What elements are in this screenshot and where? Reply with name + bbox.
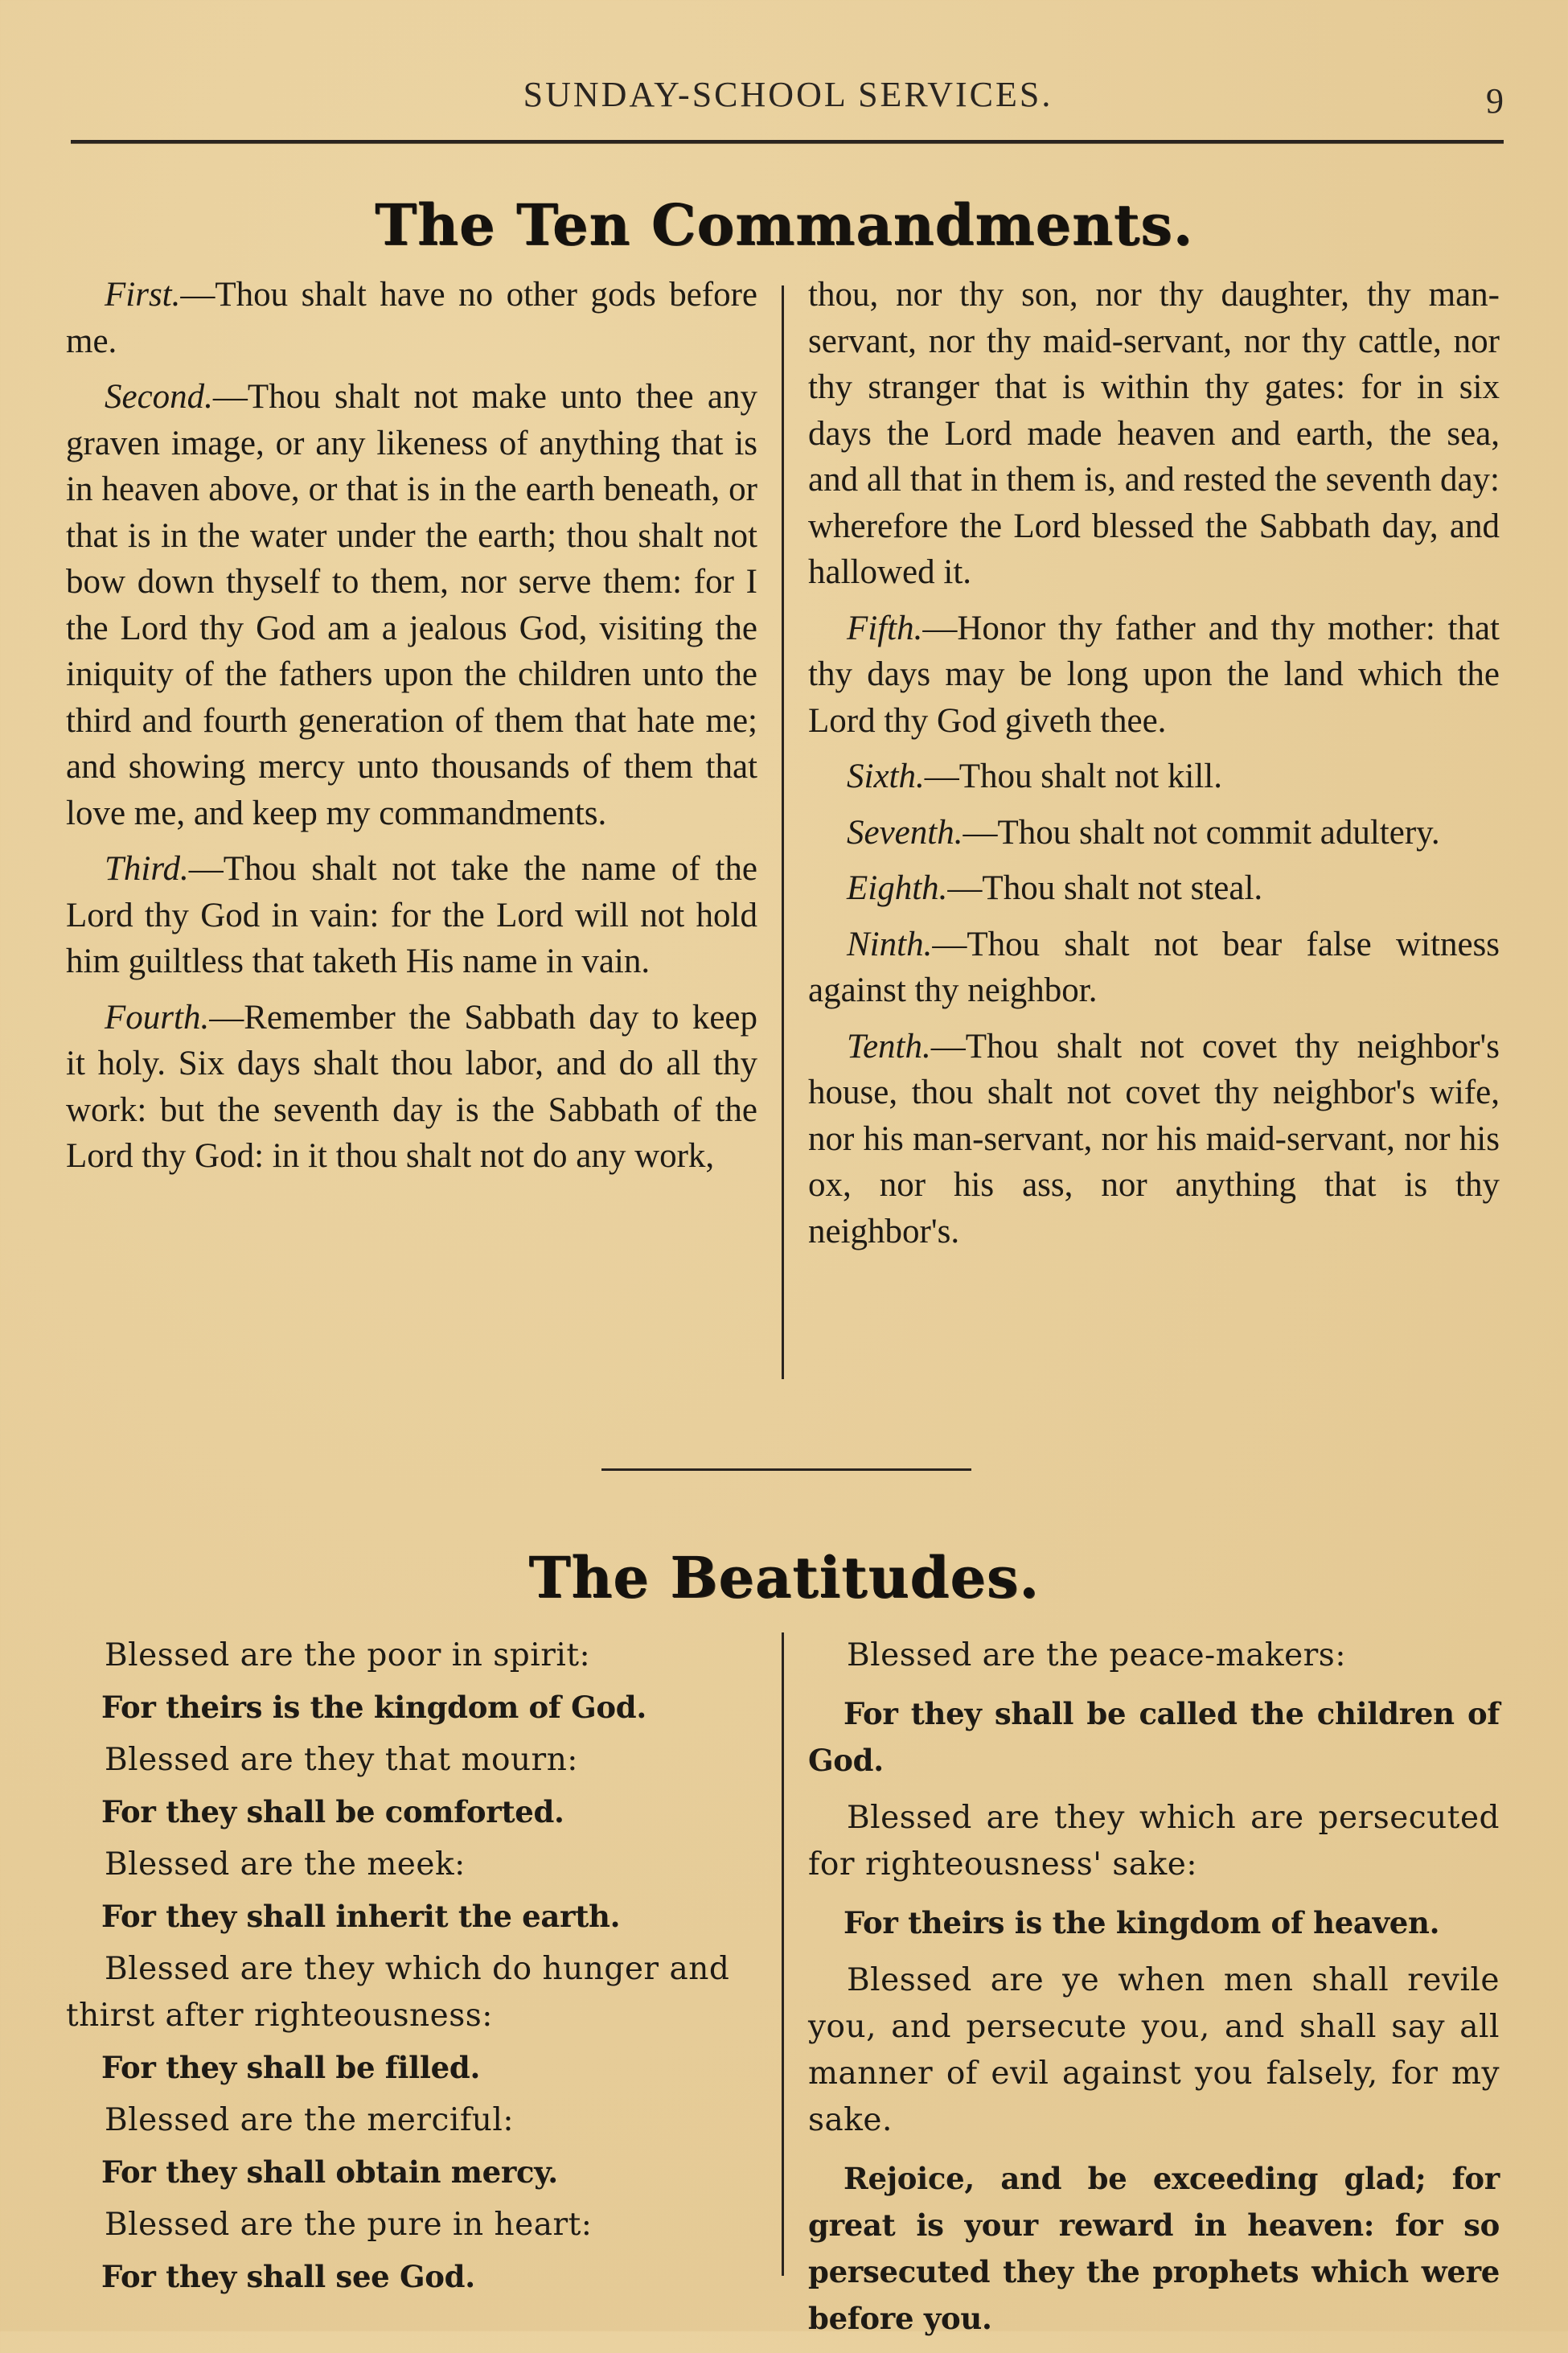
beatitude-response: For they shall be filled. (101, 2050, 481, 2085)
column-divider (782, 285, 784, 1379)
commandment-eighth: Eighth.—Thou shalt not steal. (847, 869, 1263, 907)
beatitude-response: For they shall be called the children of God. (808, 1696, 1500, 1778)
beatitude-response: Rejoice, and be exceeding glad; for great is your reward in heaven: for so persecuted they the prophets which were before you. (808, 2161, 1500, 2336)
beatitudes-right-column (808, 1632, 1500, 2353)
ten-commandments-title: The Ten Commandments. (374, 191, 1194, 258)
beatitude-response: For they shall see God. (101, 2259, 475, 2294)
running-title: SUNDAY-SCHOOL SERVICES. (523, 75, 1053, 114)
beatitude-blessing: Blessed are the meek: (105, 1846, 466, 1883)
commandment-fourth-continuation: thou, nor thy son, nor thy daughter, thy man-servant, nor thy maid-servant, nor thy cattle, nor thy stranger that is within thy gates: for in six days the Lord made heaven and earth, the sea, and all that in them is, and rested the seventh day: wherefore the Lord blessed the Sabbath day, and hallowed it. (808, 276, 1500, 591)
column-divider (782, 1632, 784, 2276)
beatitude-blessing: Blessed are they that mourn: (105, 1742, 578, 1778)
beatitude-blessing: Blessed are they which do hunger and thirst after righteousness: (66, 1951, 730, 2034)
beatitude-blessing: Blessed are the merciful: (105, 2102, 515, 2138)
ten-commandments-left-column (66, 272, 757, 1189)
beatitude-blessing: Blessed are the poor in spirit: (105, 1637, 591, 1673)
beatitude-blessing: Blessed are ye when men shall revile you, and persecute you, and shall say all manner of evil against you falsely, for my sake. (808, 1962, 1500, 2138)
header-rule (71, 140, 1504, 144)
beatitude-response: For theirs is the kingdom of heaven. (844, 1905, 1440, 1940)
commandment-fourth: Fourth.—Remember the Sabbath day to keep it holy. Six days shalt thou labor, and do all thy work: but the seventh day is the Sabbath of the Lord thy God: in it thou shalt not do any work, (66, 998, 757, 1175)
beatitudes-title: The Beatitudes. (528, 1544, 1040, 1611)
beatitude-response: For they shall inherit the earth. (101, 1899, 621, 1934)
section-separator-rule (601, 1468, 971, 1471)
beatitude-response: For they shall be comforted. (101, 1794, 564, 1829)
commandment-first: First.—Thou shalt have no other gods before me. (66, 276, 757, 360)
commandment-third: Third.—Thou shalt not take the name of the Lord thy God in vain: for the Lord will not hold him guiltless that taketh His name in vain. (66, 850, 757, 980)
beatitude-blessing: Blessed are the peace-makers: (847, 1637, 1346, 1673)
commandment-ninth: Ninth.—Thou shalt not bear false witness against thy neighbor. (808, 925, 1500, 1009)
beatitudes-left-column (66, 1632, 757, 2306)
ten-commandments-right-column (808, 272, 1500, 1264)
commandment-tenth: Tenth.—Thou shalt not covet thy neighbor's house, thou shalt not covet thy neighbor's wife, nor his man-servant, nor his maid-servant, nor his ox, nor his ass, nor anything that is thy neighbor's. (808, 1027, 1500, 1250)
commandment-second: Second.—Thou shalt not make unto thee any graven image, or any likeness of anything that is in heaven above, or that is in the earth beneath, or that is in the water under the earth; thou shalt not bow down thyself to them, nor serve them: for I the Lord thy God am a jealous God, visiting the iniquity of the fathers upon the children unto the third and fourth generation of them that hate me; and showing mercy unto thousands of them that love me, and keep my commandments. (66, 378, 757, 832)
beatitude-blessing: Blessed are the pure in heart: (105, 2207, 593, 2243)
commandment-fifth: Fifth.—Honor thy father and thy mother: that thy days may be long upon the land which the Lord thy God giveth thee. (808, 609, 1500, 740)
commandment-sixth: Sixth.—Thou shalt not kill. (847, 758, 1223, 795)
beatitude-blessing: Blessed are they which are persecuted for righteousness' sake: (808, 1800, 1500, 1883)
page-number: 9 (1486, 81, 1504, 121)
commandment-seventh: Seventh.—Thou shalt not commit adultery. (847, 813, 1440, 852)
beatitude-response: For they shall obtain mercy. (101, 2154, 558, 2190)
beatitude-response: For theirs is the kingdom of God. (101, 1690, 646, 1725)
